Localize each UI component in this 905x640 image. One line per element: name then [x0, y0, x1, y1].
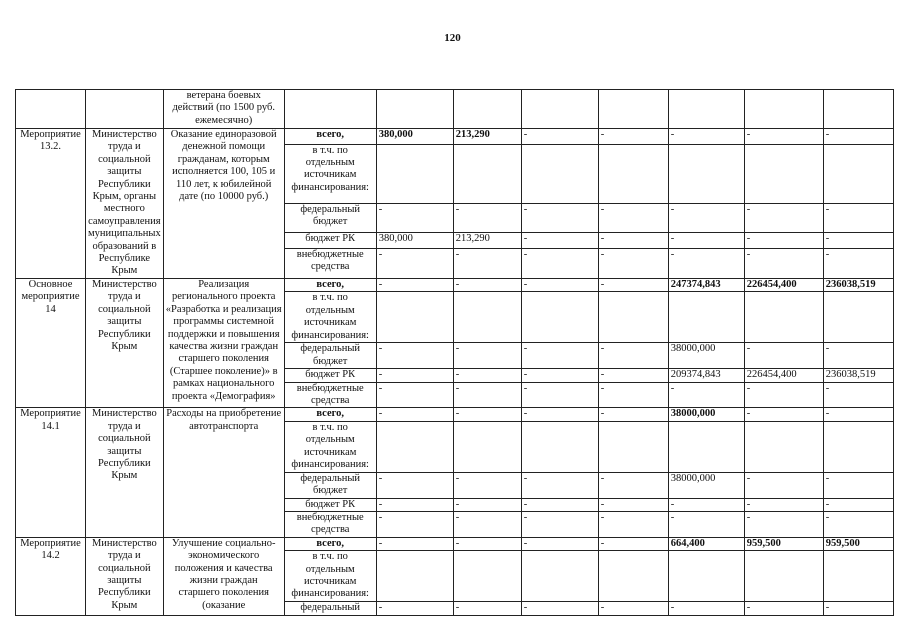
- year-value-cell: -: [598, 537, 668, 550]
- year-value-cell: -: [453, 369, 521, 382]
- year-value-cell: 213,290: [453, 233, 521, 249]
- year-value-cell: [598, 144, 668, 203]
- year-value-cell: -: [376, 602, 453, 615]
- year-value-cell: -: [376, 382, 453, 408]
- year-value-cell: -: [744, 248, 823, 278]
- year-value-cell: -: [668, 498, 744, 511]
- year-value-cell: -: [521, 408, 598, 421]
- year-value-cell: [521, 90, 598, 129]
- year-value-cell: -: [598, 511, 668, 537]
- year-value-cell: -: [521, 511, 598, 537]
- year-value-cell: 38000,000: [668, 343, 744, 369]
- funding-source-cell: в т.ч. по отдельным источникам финансирования:: [284, 551, 376, 602]
- funding-source-cell: всего,: [284, 278, 376, 291]
- year-value-cell: -: [453, 602, 521, 615]
- year-value-cell: -: [521, 343, 598, 369]
- year-value-cell: [598, 292, 668, 343]
- year-value-cell: -: [376, 203, 453, 233]
- year-value-cell: -: [744, 129, 823, 145]
- year-value-cell: -: [823, 408, 893, 421]
- year-value-cell: -: [744, 472, 823, 498]
- year-value-cell: -: [521, 537, 598, 550]
- year-value-cell: -: [453, 498, 521, 511]
- year-value-cell: -: [668, 248, 744, 278]
- funding-source-cell: [284, 90, 376, 129]
- year-value-cell: -: [744, 602, 823, 615]
- year-value-cell: [521, 292, 598, 343]
- year-value-cell: -: [823, 511, 893, 537]
- year-value-cell: -: [453, 537, 521, 550]
- year-value-cell: -: [521, 602, 598, 615]
- funding-source-cell: всего,: [284, 129, 376, 145]
- year-value-cell: -: [376, 537, 453, 550]
- year-value-cell: 213,290: [453, 129, 521, 145]
- year-value-cell: -: [744, 382, 823, 408]
- year-value-cell: -: [453, 278, 521, 291]
- year-value-cell: 226454,400: [744, 369, 823, 382]
- year-value-cell: -: [744, 343, 823, 369]
- measure-name-cell: [16, 90, 86, 129]
- funding-source-cell: федеральный бюджет: [284, 472, 376, 498]
- year-value-cell: -: [744, 511, 823, 537]
- year-value-cell: -: [598, 369, 668, 382]
- year-value-cell: -: [598, 248, 668, 278]
- year-value-cell: [744, 90, 823, 129]
- funding-source-cell: в т.ч. по отдельным источникам финансирования:: [284, 292, 376, 343]
- page-number: 120: [444, 32, 461, 44]
- year-value-cell: -: [376, 408, 453, 421]
- funding-source-cell: федеральный: [284, 602, 376, 615]
- year-value-cell: [598, 551, 668, 602]
- year-value-cell: [598, 90, 668, 129]
- year-value-cell: -: [521, 278, 598, 291]
- year-value-cell: -: [521, 203, 598, 233]
- year-value-cell: 236038,519: [823, 278, 893, 291]
- year-value-cell: [668, 551, 744, 602]
- year-value-cell: -: [598, 602, 668, 615]
- year-value-cell: -: [598, 382, 668, 408]
- year-value-cell: -: [521, 248, 598, 278]
- year-value-cell: -: [521, 382, 598, 408]
- year-value-cell: -: [744, 408, 823, 421]
- year-value-cell: [744, 421, 823, 472]
- year-value-cell: -: [668, 511, 744, 537]
- measure-name-cell: Основное мероприятие 14: [16, 278, 86, 407]
- executor-cell: Министерство труда и социальной защиты Республики Крым: [86, 408, 164, 537]
- year-value-cell: -: [598, 129, 668, 145]
- year-value-cell: -: [744, 203, 823, 233]
- year-value-cell: -: [823, 203, 893, 233]
- year-value-cell: 380,000: [376, 129, 453, 145]
- year-value-cell: -: [598, 408, 668, 421]
- year-value-cell: [668, 292, 744, 343]
- year-value-cell: 226454,400: [744, 278, 823, 291]
- year-value-cell: -: [521, 369, 598, 382]
- year-value-cell: -: [453, 343, 521, 369]
- year-value-cell: -: [376, 472, 453, 498]
- funding-source-cell: бюджет РК: [284, 369, 376, 382]
- year-value-cell: [453, 90, 521, 129]
- table-row: [16, 278, 894, 291]
- year-value-cell: -: [823, 498, 893, 511]
- year-value-cell: 664,400: [668, 537, 744, 550]
- year-value-cell: [453, 144, 521, 203]
- year-value-cell: [598, 421, 668, 472]
- year-value-cell: -: [453, 511, 521, 537]
- table-row: [16, 90, 894, 129]
- description-cell: Оказание единоразовой денежной помощи гражданам, которым исполняется 100, 105 и 110 лет, к юбилейной дате (по 10000 руб.): [163, 129, 284, 279]
- year-value-cell: [668, 144, 744, 203]
- year-value-cell: [668, 90, 744, 129]
- funding-source-cell: бюджет РК: [284, 233, 376, 249]
- year-value-cell: -: [453, 203, 521, 233]
- year-value-cell: [376, 551, 453, 602]
- year-value-cell: [453, 292, 521, 343]
- budget-table-body: [16, 90, 894, 616]
- year-value-cell: [376, 421, 453, 472]
- executor-cell: Министерство труда и социальной защиты Республики Крым: [86, 537, 164, 615]
- year-value-cell: [823, 90, 893, 129]
- year-value-cell: 236038,519: [823, 369, 893, 382]
- year-value-cell: -: [744, 233, 823, 249]
- funding-source-cell: всего,: [284, 408, 376, 421]
- year-value-cell: [823, 292, 893, 343]
- year-value-cell: -: [668, 129, 744, 145]
- executor-cell: Министерство труда и социальной защиты Республики Крым: [86, 278, 164, 407]
- executor-cell: Министерство труда и социальной защиты Республики Крым, органы местного самоуправления муниципальных образований в Республике Крым: [86, 129, 164, 279]
- year-value-cell: -: [598, 343, 668, 369]
- year-value-cell: [376, 292, 453, 343]
- funding-source-cell: всего,: [284, 537, 376, 550]
- measure-name-cell: Мероприятие 13.2.: [16, 129, 86, 279]
- year-value-cell: [823, 551, 893, 602]
- year-value-cell: [521, 551, 598, 602]
- funding-source-cell: бюджет РК: [284, 498, 376, 511]
- year-value-cell: -: [823, 472, 893, 498]
- year-value-cell: -: [376, 248, 453, 278]
- year-value-cell: 380,000: [376, 233, 453, 249]
- year-value-cell: [453, 421, 521, 472]
- year-value-cell: 959,500: [823, 537, 893, 550]
- year-value-cell: -: [823, 602, 893, 615]
- year-value-cell: -: [823, 129, 893, 145]
- year-value-cell: -: [823, 343, 893, 369]
- funding-source-cell: федеральный бюджет: [284, 203, 376, 233]
- year-value-cell: [744, 292, 823, 343]
- year-value-cell: 38000,000: [668, 408, 744, 421]
- year-value-cell: -: [668, 233, 744, 249]
- year-value-cell: -: [453, 408, 521, 421]
- year-value-cell: -: [521, 472, 598, 498]
- funding-source-cell: внебюджетные средства: [284, 382, 376, 408]
- year-value-cell: 38000,000: [668, 472, 744, 498]
- table-row: [16, 129, 894, 145]
- year-value-cell: [668, 421, 744, 472]
- year-value-cell: -: [453, 472, 521, 498]
- table-row: [16, 537, 894, 550]
- funding-source-cell: в т.ч. по отдельным источникам финансирования:: [284, 421, 376, 472]
- year-value-cell: -: [521, 129, 598, 145]
- year-value-cell: -: [668, 203, 744, 233]
- year-value-cell: [376, 90, 453, 129]
- year-value-cell: -: [823, 233, 893, 249]
- description-cell: ветерана боевых действий (по 1500 руб. ежемесячно): [163, 90, 284, 129]
- year-value-cell: -: [823, 382, 893, 408]
- year-value-cell: -: [376, 278, 453, 291]
- year-value-cell: 247374,843: [668, 278, 744, 291]
- year-value-cell: -: [598, 472, 668, 498]
- description-cell: Реализация регионального проекта «Разработка и реализация программы системной поддержки и повышения качества жизни граждан старшего поколения (Старшее поколение)» в рамках национального проекта «Демография»: [163, 278, 284, 407]
- year-value-cell: -: [744, 498, 823, 511]
- year-value-cell: -: [376, 498, 453, 511]
- year-value-cell: -: [521, 233, 598, 249]
- year-value-cell: [521, 421, 598, 472]
- measure-name-cell: Мероприятие 14.2: [16, 537, 86, 615]
- year-value-cell: -: [668, 382, 744, 408]
- year-value-cell: [453, 551, 521, 602]
- year-value-cell: -: [376, 369, 453, 382]
- year-value-cell: -: [668, 602, 744, 615]
- year-value-cell: -: [521, 498, 598, 511]
- year-value-cell: [823, 421, 893, 472]
- year-value-cell: -: [376, 343, 453, 369]
- year-value-cell: [744, 551, 823, 602]
- year-value-cell: [823, 144, 893, 203]
- table-row: [16, 408, 894, 421]
- year-value-cell: -: [598, 233, 668, 249]
- year-value-cell: [521, 144, 598, 203]
- year-value-cell: [376, 144, 453, 203]
- year-value-cell: 959,500: [744, 537, 823, 550]
- funding-source-cell: федеральный бюджет: [284, 343, 376, 369]
- budget-table: [15, 89, 894, 616]
- year-value-cell: -: [598, 203, 668, 233]
- year-value-cell: -: [453, 382, 521, 408]
- measure-name-cell: Мероприятие 14.1: [16, 408, 86, 537]
- description-cell: Улучшение социально- экономического положения и качества жизни граждан старшего поколения (оказание: [163, 537, 284, 615]
- year-value-cell: 209374,843: [668, 369, 744, 382]
- funding-source-cell: в т.ч. по отдельным источникам финансирования:: [284, 144, 376, 203]
- executor-cell: [86, 90, 164, 129]
- funding-source-cell: внебюджетные средства: [284, 248, 376, 278]
- funding-source-cell: внебюджетные средства: [284, 511, 376, 537]
- year-value-cell: -: [598, 498, 668, 511]
- description-cell: Расходы на приобретение автотранспорта: [163, 408, 284, 537]
- year-value-cell: -: [376, 511, 453, 537]
- year-value-cell: -: [823, 248, 893, 278]
- year-value-cell: -: [453, 248, 521, 278]
- year-value-cell: -: [598, 278, 668, 291]
- year-value-cell: [744, 144, 823, 203]
